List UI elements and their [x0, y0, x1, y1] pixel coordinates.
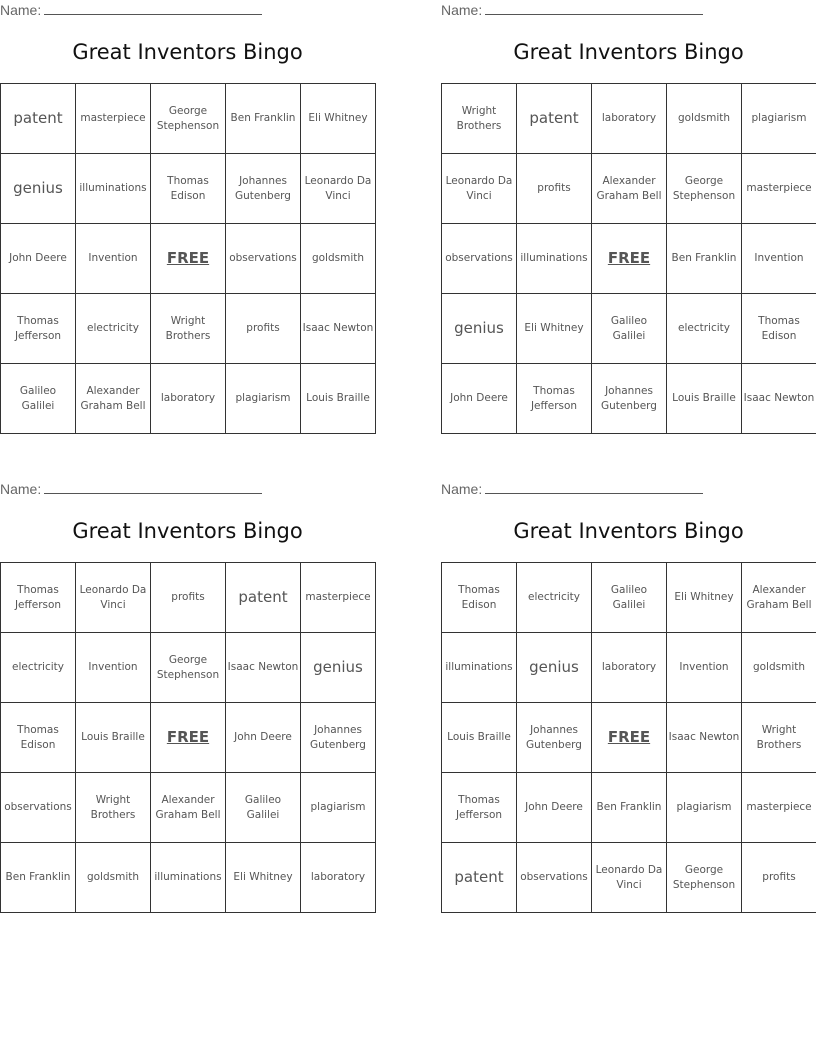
- bingo-cell: goldsmith: [76, 843, 151, 913]
- bingo-cell: illuminations: [517, 224, 592, 294]
- bingo-cell: laboratory: [301, 843, 376, 913]
- bingo-cell: laboratory: [592, 633, 667, 703]
- card-title: Great Inventors Bingo: [72, 519, 303, 543]
- bingo-cell: Invention: [667, 633, 742, 703]
- bingo-cell: Alexander Graham Bell: [151, 773, 226, 843]
- bingo-cell: Alexander Graham Bell: [76, 364, 151, 434]
- bingo-cell: goldsmith: [667, 84, 742, 154]
- bingo-cell: Wright Brothers: [151, 294, 226, 364]
- bingo-cell: electricity: [667, 294, 742, 364]
- bingo-cell: electricity: [76, 294, 151, 364]
- card-title: Great Inventors Bingo: [513, 519, 744, 543]
- bingo-cell: Leonardo Da Vinci: [442, 154, 517, 224]
- name-blank-line: [44, 481, 262, 494]
- bingo-cell: Louis Braille: [442, 703, 517, 773]
- bingo-cell: illuminations: [151, 843, 226, 913]
- name-blank-line: [485, 2, 703, 15]
- bingo-cell: Thomas Edison: [1, 703, 76, 773]
- bingo-grid: [0, 83, 376, 434]
- bingo-cell: observations: [1, 773, 76, 843]
- bingo-cell: Invention: [76, 224, 151, 294]
- name-label: Name:: [0, 2, 42, 18]
- bingo-cell: Eli Whitney: [517, 294, 592, 364]
- bingo-grid: [441, 83, 816, 434]
- bingo-cell: Galileo Galilei: [226, 773, 301, 843]
- bingo-cell: John Deere: [1, 224, 76, 294]
- bingo-cell: Ben Franklin: [1, 843, 76, 913]
- bingo-cell: Leonardo Da Vinci: [76, 563, 151, 633]
- bingo-grid: [0, 562, 376, 913]
- bingo-cell: Johannes Gutenberg: [592, 364, 667, 434]
- bingo-cell: Invention: [76, 633, 151, 703]
- bingo-cell: Galileo Galilei: [592, 563, 667, 633]
- name-field: [441, 481, 703, 497]
- bingo-cell: Thomas Edison: [442, 563, 517, 633]
- free-space: FREE: [151, 703, 226, 773]
- bingo-cell: John Deere: [517, 773, 592, 843]
- bingo-cell: Wright Brothers: [76, 773, 151, 843]
- bingo-grid: [441, 562, 816, 913]
- name-label: Name:: [0, 481, 42, 497]
- bingo-cell: Louis Braille: [76, 703, 151, 773]
- name-field: [0, 481, 262, 497]
- bingo-cell: profits: [742, 843, 816, 913]
- bingo-cell: profits: [517, 154, 592, 224]
- bingo-cell: laboratory: [151, 364, 226, 434]
- bingo-cell: Ben Franklin: [226, 84, 301, 154]
- free-space: FREE: [592, 224, 667, 294]
- bingo-cell: Thomas Jefferson: [1, 294, 76, 364]
- bingo-cell: Louis Braille: [301, 364, 376, 434]
- bingo-cell: Ben Franklin: [592, 773, 667, 843]
- bingo-cell: patent: [442, 843, 517, 913]
- bingo-cell: Wright Brothers: [742, 703, 816, 773]
- bingo-cell: patent: [1, 84, 76, 154]
- bingo-cell: genius: [301, 633, 376, 703]
- bingo-cell: Johannes Gutenberg: [517, 703, 592, 773]
- bingo-cell: Isaac Newton: [301, 294, 376, 364]
- bingo-cell: Alexander Graham Bell: [592, 154, 667, 224]
- bingo-cell: Thomas Jefferson: [1, 563, 76, 633]
- bingo-cell: Johannes Gutenberg: [226, 154, 301, 224]
- card-title: Great Inventors Bingo: [513, 40, 744, 64]
- name-blank-line: [44, 2, 262, 15]
- name-blank-line: [485, 481, 703, 494]
- bingo-cell: Thomas Jefferson: [517, 364, 592, 434]
- bingo-cell: electricity: [517, 563, 592, 633]
- bingo-cell: plagiarism: [667, 773, 742, 843]
- bingo-cell: profits: [226, 294, 301, 364]
- bingo-cell: Wright Brothers: [442, 84, 517, 154]
- bingo-cell: masterpiece: [301, 563, 376, 633]
- bingo-cell: patent: [226, 563, 301, 633]
- card-title: Great Inventors Bingo: [72, 40, 303, 64]
- bingo-cell: plagiarism: [226, 364, 301, 434]
- bingo-cell: plagiarism: [301, 773, 376, 843]
- bingo-cell: profits: [151, 563, 226, 633]
- bingo-cell: Leonardo Da Vinci: [301, 154, 376, 224]
- bingo-cell: laboratory: [592, 84, 667, 154]
- bingo-cell: George Stephenson: [151, 633, 226, 703]
- bingo-cell: observations: [442, 224, 517, 294]
- bingo-cell: Eli Whitney: [667, 563, 742, 633]
- bingo-cell: genius: [442, 294, 517, 364]
- bingo-cell: masterpiece: [742, 154, 816, 224]
- free-space: FREE: [592, 703, 667, 773]
- bingo-cell: Thomas Edison: [742, 294, 816, 364]
- bingo-cell: George Stephenson: [667, 154, 742, 224]
- bingo-cell: goldsmith: [742, 633, 816, 703]
- bingo-cell: illuminations: [442, 633, 517, 703]
- bingo-cell: Eli Whitney: [301, 84, 376, 154]
- bingo-cell: Johannes Gutenberg: [301, 703, 376, 773]
- bingo-cell: Louis Braille: [667, 364, 742, 434]
- bingo-cell: genius: [1, 154, 76, 224]
- bingo-cell: Thomas Jefferson: [442, 773, 517, 843]
- bingo-cell: Thomas Edison: [151, 154, 226, 224]
- bingo-cell: Isaac Newton: [667, 703, 742, 773]
- bingo-cell: masterpiece: [76, 84, 151, 154]
- bingo-cell: Invention: [742, 224, 816, 294]
- free-space: FREE: [151, 224, 226, 294]
- bingo-cell: genius: [517, 633, 592, 703]
- name-label: Name:: [441, 2, 483, 18]
- name-field: [0, 2, 262, 18]
- bingo-cell: Ben Franklin: [667, 224, 742, 294]
- bingo-cell: Isaac Newton: [226, 633, 301, 703]
- bingo-cell: Isaac Newton: [742, 364, 816, 434]
- bingo-cell: electricity: [1, 633, 76, 703]
- bingo-cell: George Stephenson: [151, 84, 226, 154]
- bingo-cell: John Deere: [442, 364, 517, 434]
- bingo-cell: Galileo Galilei: [1, 364, 76, 434]
- bingo-cell: George Stephenson: [667, 843, 742, 913]
- bingo-cell: observations: [517, 843, 592, 913]
- bingo-cell: illuminations: [76, 154, 151, 224]
- bingo-cell: patent: [517, 84, 592, 154]
- bingo-cell: Alexander Graham Bell: [742, 563, 816, 633]
- bingo-cell: observations: [226, 224, 301, 294]
- name-label: Name:: [441, 481, 483, 497]
- bingo-cell: John Deere: [226, 703, 301, 773]
- bingo-cell: Eli Whitney: [226, 843, 301, 913]
- bingo-cell: masterpiece: [742, 773, 816, 843]
- bingo-cell: goldsmith: [301, 224, 376, 294]
- bingo-cell: plagiarism: [742, 84, 816, 154]
- name-field: [441, 2, 703, 18]
- bingo-cell: Leonardo Da Vinci: [592, 843, 667, 913]
- bingo-cell: Galileo Galilei: [592, 294, 667, 364]
